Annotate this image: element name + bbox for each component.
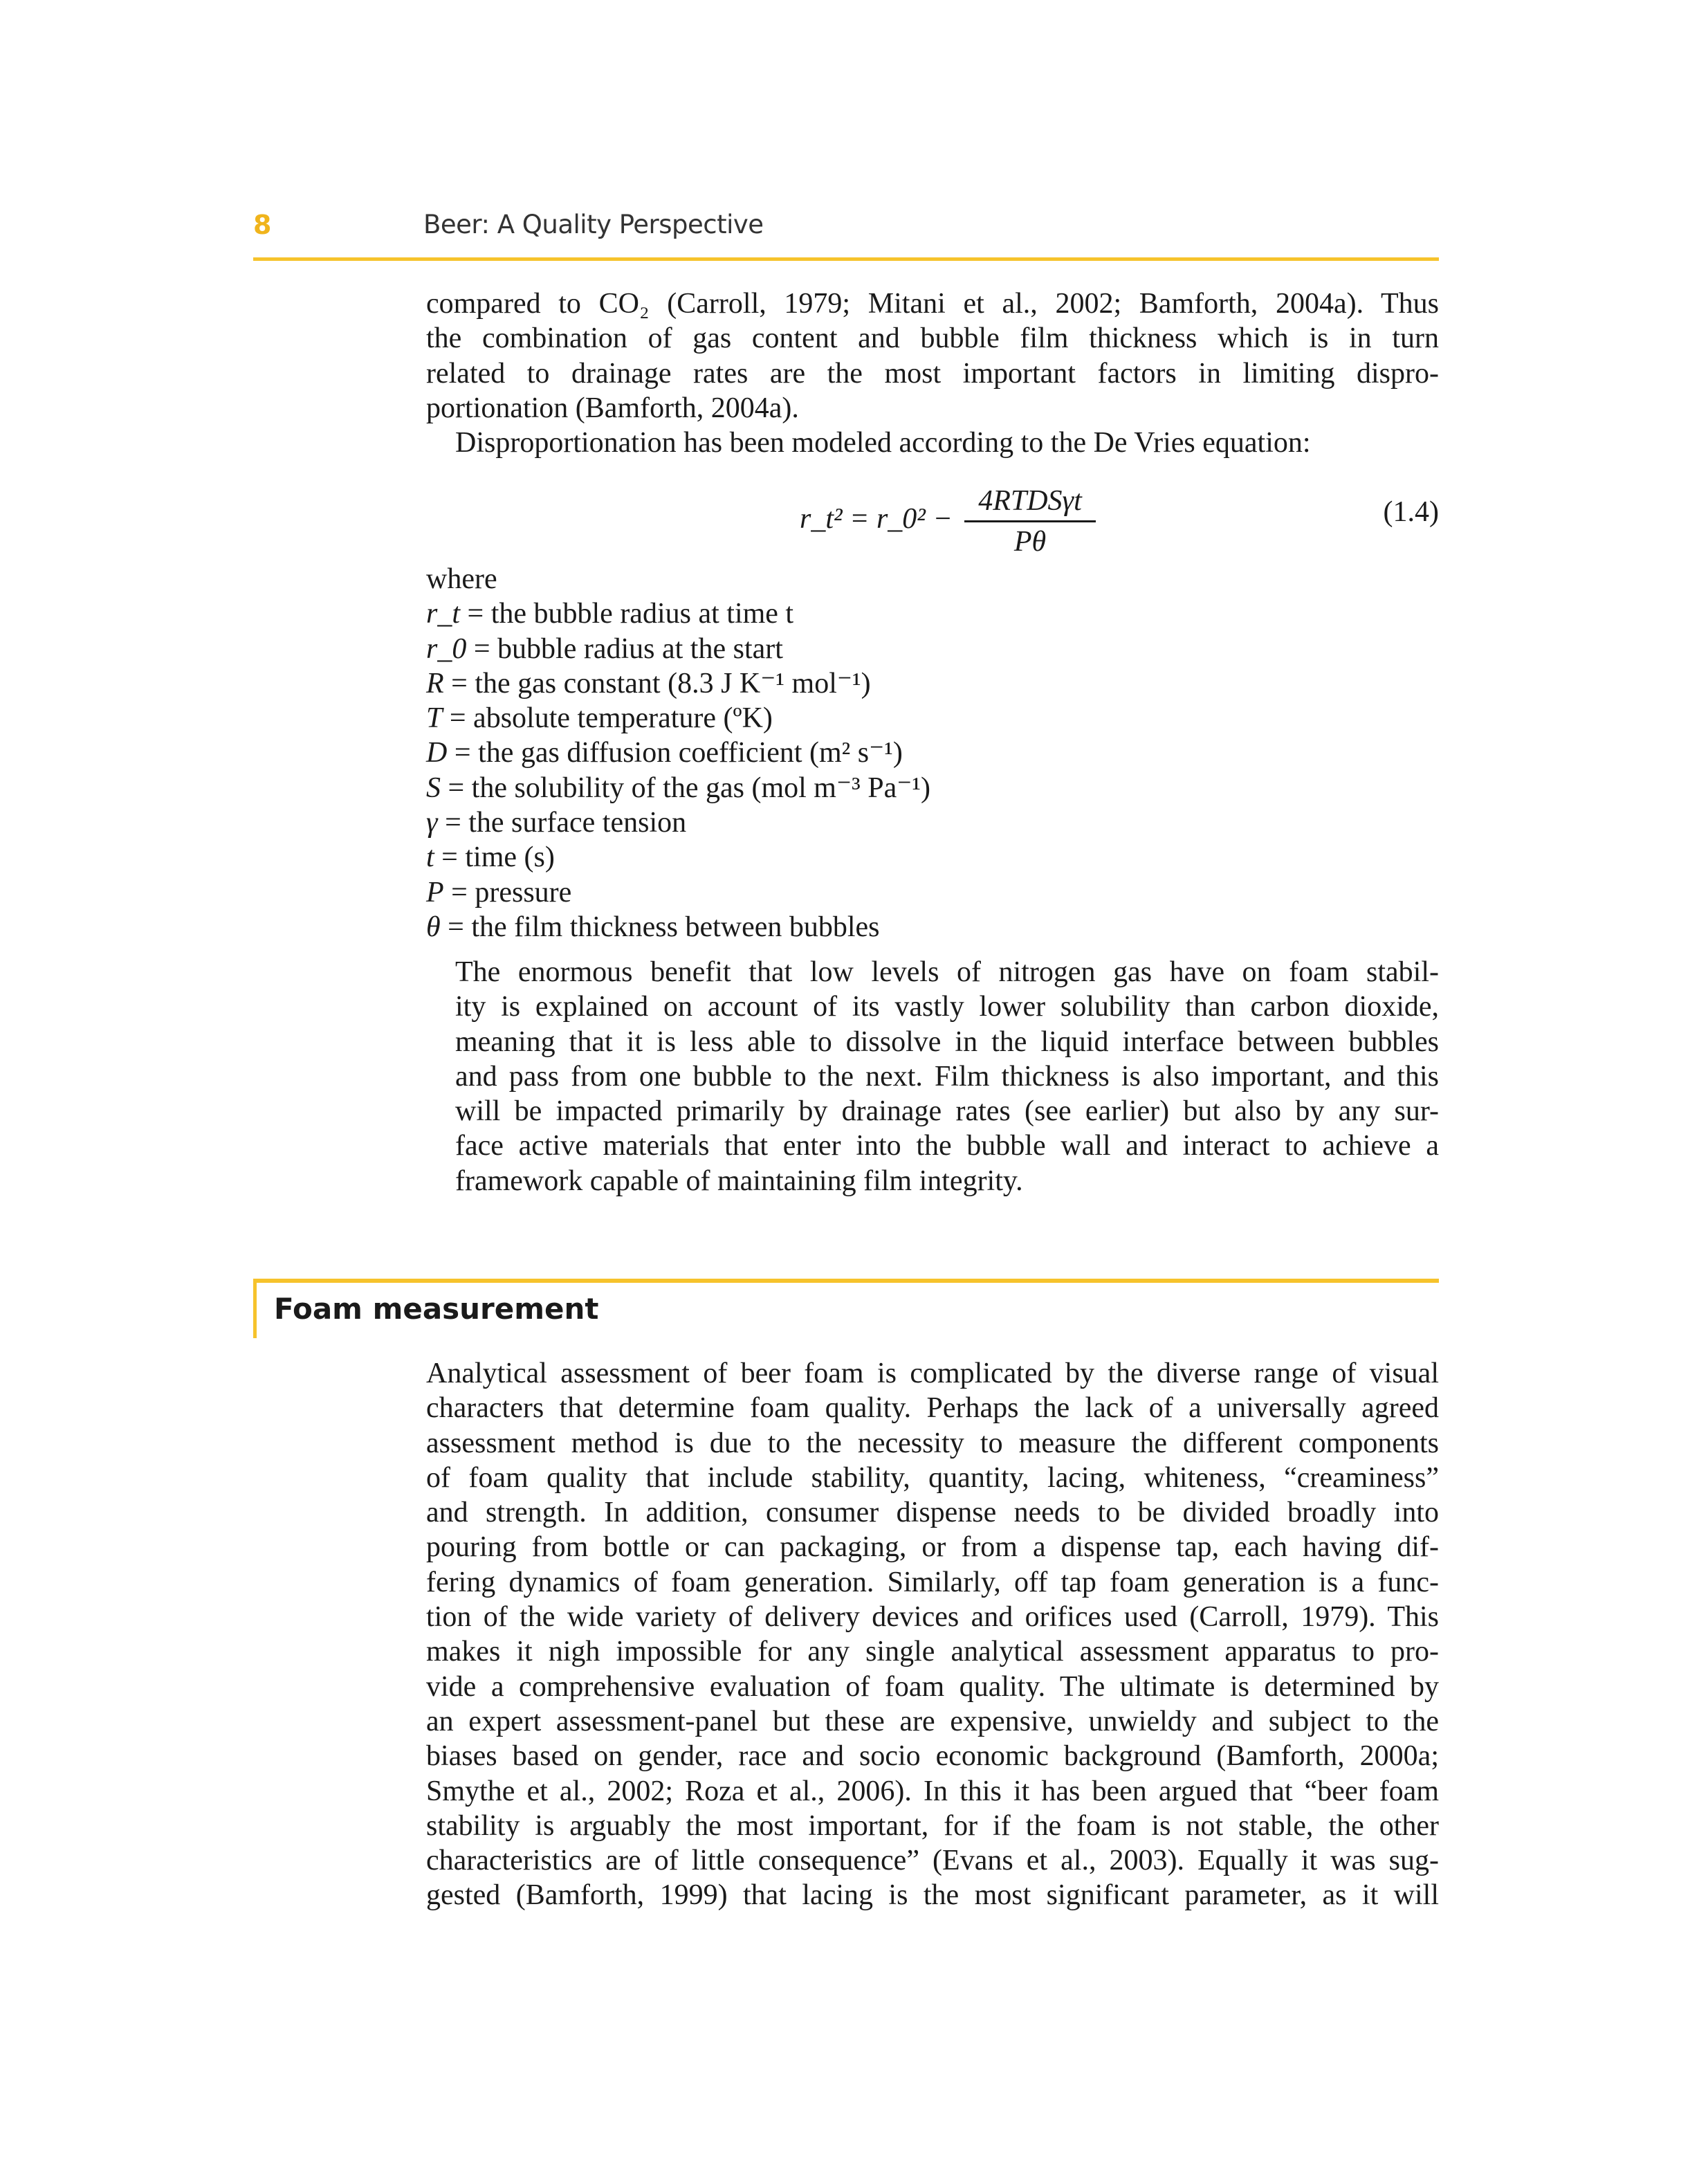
text-line: Analytical assessment of beer foam is complicated by the diverse range of visual <box>426 1358 1439 1389</box>
text-line: characters that determine foam quality. Perhaps the lack of a universally agreed <box>426 1392 1439 1425</box>
definition-text: = the surface tension <box>445 807 687 839</box>
definition-row <box>426 875 1439 910</box>
text-line: will be impacted primarily by drainage rates (see earlier) but also by any sur- <box>455 1095 1439 1128</box>
equation-lhs: r_t² = r_0² − <box>800 503 953 535</box>
text-line: of foam quality that include stability, quantity, lacing, whiteness, “creaminess” <box>426 1461 1439 1494</box>
definition-symbol: S <box>426 771 441 804</box>
definition-symbol: T <box>426 702 443 735</box>
intro-paragraph <box>426 286 1439 460</box>
text-line: vide a comprehensive evaluation of foam quality. The ultimate is determined by <box>426 1670 1439 1703</box>
definition-symbol: r_0 <box>426 632 467 665</box>
definition-text: = the gas diffusion coefficient (m² s⁻¹) <box>454 737 903 769</box>
text-line: framework capable of maintaining film integrity. <box>455 1164 1023 1197</box>
definition-symbol: D <box>426 737 448 769</box>
section-rule <box>253 1279 1439 1283</box>
text-line: an expert assessment-panel but these are expensive, unwieldy and subject to the <box>426 1705 1439 1737</box>
header-rule <box>253 257 1439 261</box>
definition-symbol: P <box>426 876 444 908</box>
equation-fraction <box>964 482 1096 561</box>
definition-symbol: t <box>426 841 434 874</box>
where-label: where <box>426 563 497 595</box>
definition-symbol: γ <box>426 807 438 839</box>
definition-row <box>426 701 1439 736</box>
definition-text: = the gas constant (8.3 J K⁻¹ mol⁻¹) <box>451 667 871 700</box>
foam-measurement-paragraph <box>426 1356 1439 1913</box>
definition-row <box>426 736 1439 770</box>
definition-row <box>426 840 1439 875</box>
definitions-list <box>426 562 1439 944</box>
definition-row <box>426 910 1439 944</box>
definition-text: = bubble radius at the start <box>473 632 783 665</box>
definition-symbol: R <box>426 667 444 700</box>
definition-row <box>426 771 1439 805</box>
page-number: 8 <box>253 210 272 240</box>
equation-denominator: Pθ <box>1013 526 1047 558</box>
text-line: The enormous benefit that low levels of nitrogen gas have on foam stabil- <box>455 956 1439 988</box>
section-title: Foam measurement <box>274 1292 599 1326</box>
definition-text: = the film thickness between bubbles <box>448 911 880 943</box>
text-line: related to drainage rates are the most important factors in limiting dispro- <box>426 357 1439 390</box>
definition-text: = the solubility of the gas (mol m⁻³ Pa⁻¹) <box>448 771 930 804</box>
text-line: assessment method is due to the necessity to measure the different components <box>426 1427 1439 1459</box>
text-line: and pass from one bubble to the next. Film thickness is also important, and this <box>455 1060 1439 1093</box>
definition-row <box>426 596 1439 631</box>
text-line: the combination of gas content and bubble film thickness which is in turn <box>426 322 1439 355</box>
text-line: compared to CO₂ (Carroll, 1979; Mitani et al., 2002; Bamforth, 2004a). Thus <box>426 288 1439 320</box>
text-line: Smythe et al., 2002; Roza et al., 2006). In this it has been argued that “beer foam <box>426 1775 1439 1807</box>
running-title: Beer: A Quality Perspective <box>423 210 764 239</box>
text-line: ity is explained on account of its vastly lower solubility than carbon dioxide, <box>455 991 1439 1023</box>
text-line: fering dynamics of foam generation. Similarly, off tap foam generation is a func- <box>426 1566 1439 1598</box>
definition-row <box>426 632 1439 666</box>
text-line: portionation (Bamforth, 2004a). <box>426 392 799 424</box>
definition-text: = pressure <box>451 876 572 908</box>
section-side-bar <box>253 1283 257 1338</box>
definition-symbol: r_t <box>426 598 461 630</box>
text-line: characteristics are of little consequence” (Evans et al., 2003). Equally it was sug- <box>426 1845 1439 1877</box>
definition-row <box>426 805 1439 840</box>
definition-row <box>426 666 1439 701</box>
equation-numerator: 4RTDSγt <box>978 485 1082 517</box>
text-line: pouring from bottle or can packaging, or from a dispense tap, each having dif- <box>426 1531 1439 1564</box>
definition-text: = absolute temperature (ºK) <box>449 702 773 735</box>
definition-text: = the bubble radius at time t <box>467 598 794 630</box>
definition-text: = time (s) <box>441 841 555 874</box>
text-line: and strength. In addition, consumer dispense needs to be divided broadly into <box>426 1497 1439 1529</box>
nitrogen-paragraph <box>426 955 1439 1198</box>
text-line: stability is arguably the most important, for if the foam is not stable, the other <box>426 1809 1439 1842</box>
equation-number: (1.4) <box>1383 496 1439 528</box>
text-line: tion of the wide variety of delivery devices and orifices used (Carroll, 1979). This <box>426 1601 1439 1634</box>
de-vries-equation <box>426 482 1439 565</box>
definition-symbol: θ <box>426 911 441 943</box>
text-line: meaning that it is less able to dissolve in the liquid interface between bubbles <box>455 1025 1439 1058</box>
text-line: gested (Bamforth, 1999) that lacing is the most significant parameter, as it will <box>426 1879 1439 1912</box>
text-line: biases based on gender, race and socio economic background (Bamforth, 2000a; <box>426 1740 1439 1773</box>
model-sentence: Disproportionation has been modeled according to the De Vries equation: <box>455 427 1311 459</box>
text-line: face active materials that enter into the bubble wall and interact to achieve a <box>455 1130 1439 1162</box>
text-line: makes it nigh impossible for any single analytical assessment apparatus to pro- <box>426 1636 1439 1668</box>
